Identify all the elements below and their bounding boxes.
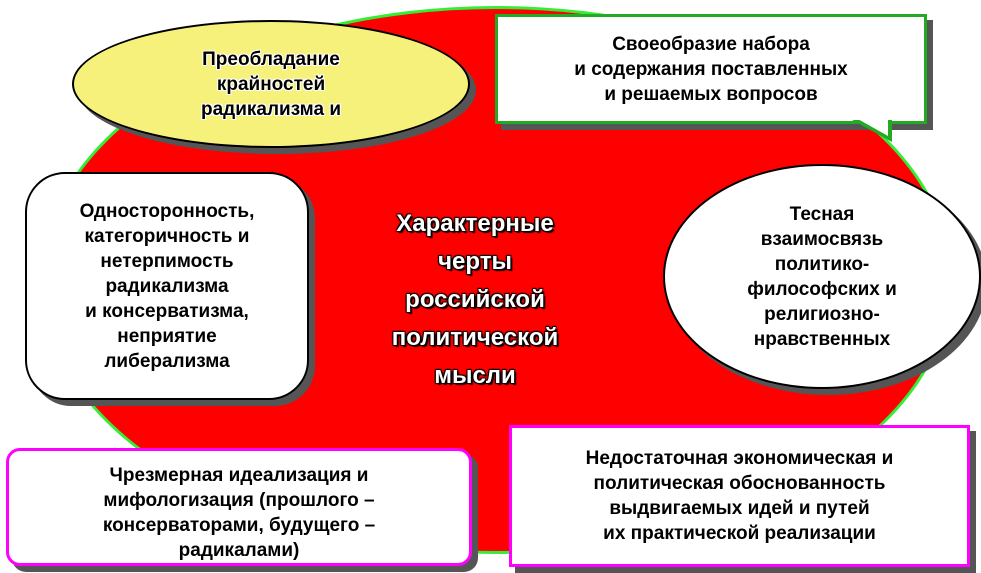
center-title — [330, 205, 620, 395]
node-middle-right — [663, 164, 981, 389]
node-bottom-left-text: Чрезмерная идеализация и мифологизация (прошлого – консерваторами, будущего – радикалами) — [102, 465, 376, 561]
node-middle-right-text: Тесная взаимосвязь политико- философских и религиозно- нравственных — [747, 203, 897, 350]
node-top-right — [495, 14, 927, 124]
node-bottom-left — [6, 448, 472, 566]
center-title-text: Характерные черты российской политической мысли — [391, 210, 559, 389]
node-bottom-right-text: Недостаточная экономическая и политическая обоснованность выдвигаемых идей и путей их практической реализации — [585, 448, 894, 544]
node-middle-left — [25, 172, 309, 400]
node-top-right-text: Своеобразие набора и содержания поставленных и решаемых вопросов — [574, 33, 848, 105]
callout-tail-inner — [856, 118, 888, 136]
node-bottom-right — [509, 425, 970, 567]
node-top-left — [72, 20, 470, 148]
node-top-left-text: Преобладание крайностей радикализма и — [200, 48, 342, 120]
node-middle-left-text: Односторонность, категоричность и нетерпимость радикализма и консерватизма, неприятие либерализма — [79, 200, 255, 372]
